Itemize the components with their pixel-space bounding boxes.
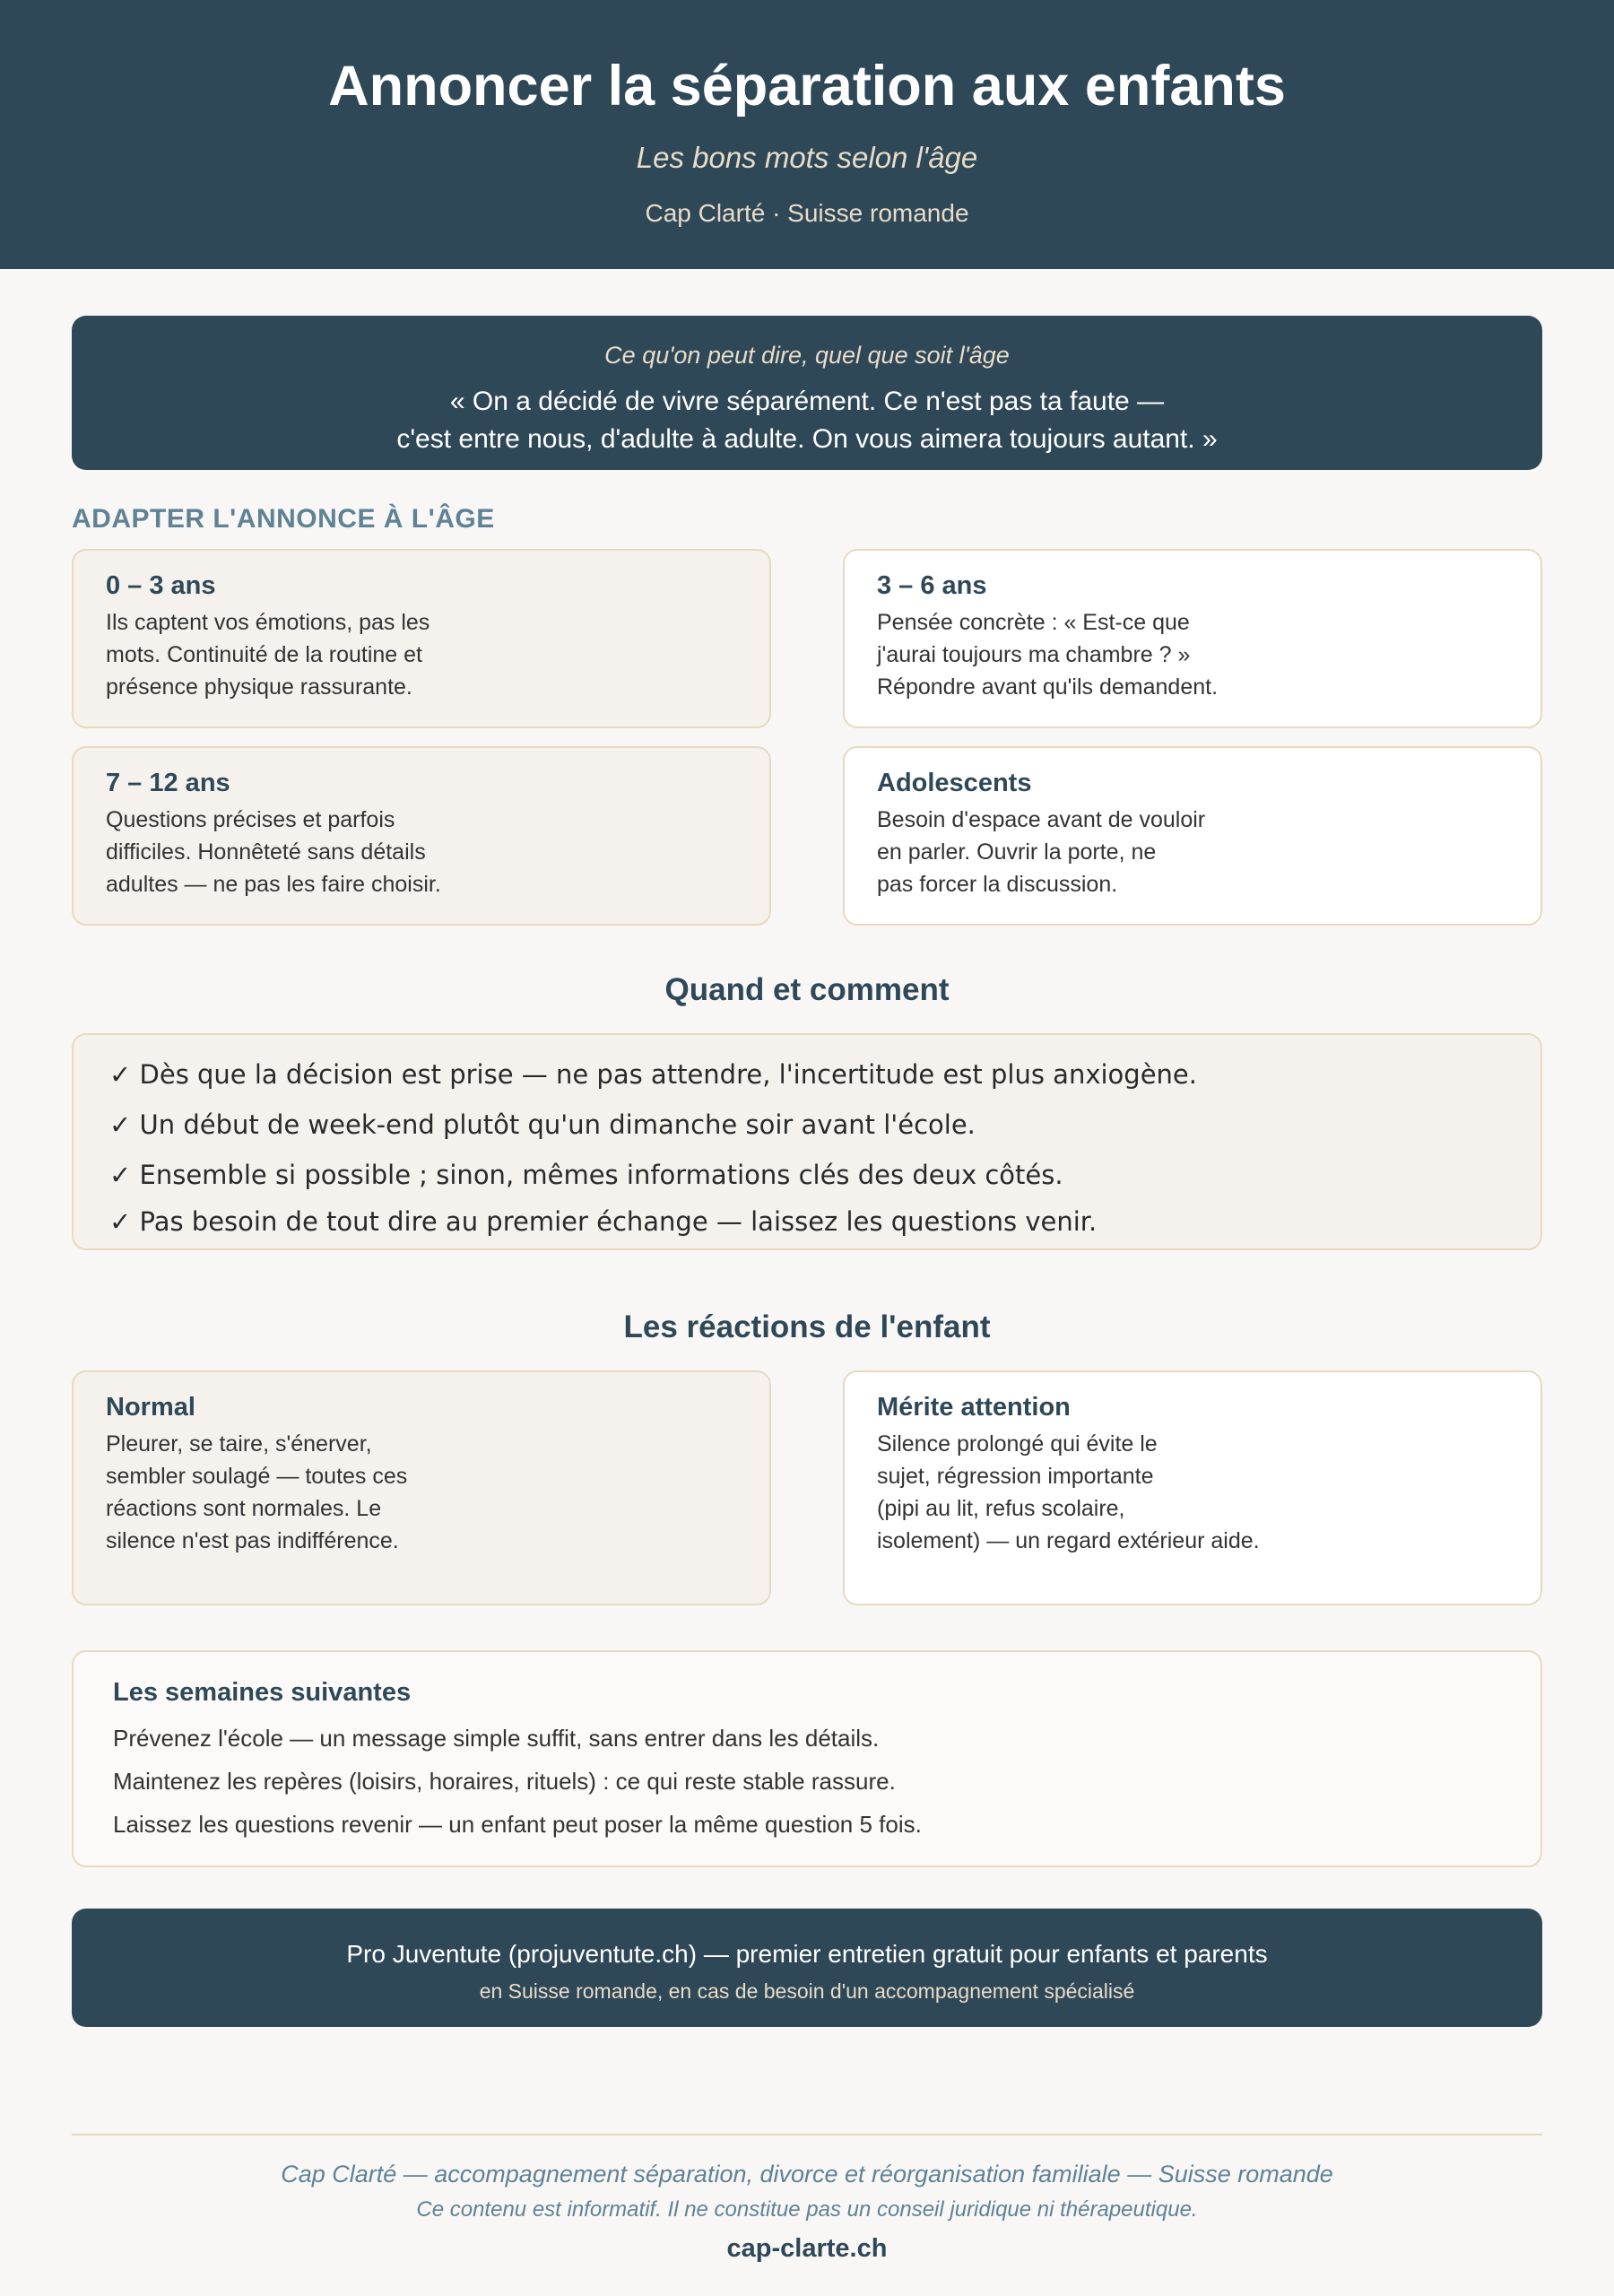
footer-website: cap-clarte.ch (726, 2234, 888, 2263)
age-card-text: pas forcer la discussion. (877, 872, 1118, 897)
reaction-card-text: sujet, régression importante (877, 1464, 1154, 1489)
age-card-text: difficiles. Honnêteté sans détails (106, 839, 426, 865)
reactions-heading: Les réactions de l'enfant (623, 1309, 991, 1344)
checklist-item: ✓ Un début de week-end plutôt qu'un dimanche soir avant l'école. (109, 1109, 976, 1140)
age-card-text: adultes — ne pas les faire choisir. (106, 872, 441, 897)
age-card-title: 0 – 3 ans (106, 571, 216, 600)
contact-box (72, 1909, 1542, 2027)
reaction-card-text: Pleurer, se taire, s'énerver, (106, 1431, 372, 1457)
reaction-card-normal (72, 1370, 771, 1605)
age-card-text: Ils captent vos émotions, pas les (106, 610, 430, 635)
checklist-item: ✓ Dès que la décision est prise — ne pas attendre, l'incertitude est plus anxiogène. (109, 1059, 1197, 1090)
when-how-checklist (72, 1033, 1542, 1250)
age-card-text: présence physique rassurante. (106, 674, 412, 700)
age-card-text: j'aurai toujours ma chambre ? » (877, 642, 1191, 667)
key-message-intro: Ce qu'on peut dire, quel que soit l'âge (604, 342, 1010, 369)
reaction-card-attention (843, 1370, 1542, 1605)
reaction-card-text: sembler soulagé — toutes ces (106, 1464, 408, 1489)
organization-name: Cap Clarté · Suisse romande (645, 199, 969, 227)
reaction-card-text: (pipi au lit, refus scolaire, (877, 1496, 1125, 1521)
age-card-adolescents (843, 746, 1542, 926)
age-card-text: en parler. Ouvrir la porte, ne (877, 839, 1157, 865)
reaction-card-text: Silence prolongé qui évite le (877, 1431, 1158, 1457)
checklist-item: ✓ Ensemble si possible ; sinon, mêmes informations clés des deux côtés. (109, 1160, 1063, 1190)
age-card-text: Questions précises et parfois (106, 807, 395, 832)
following-weeks-item: Prévenez l'école — un message simple suffit, sans entrer dans les détails. (113, 1725, 880, 1752)
age-section-label: ADAPTER L'ANNONCE À L'ÂGE (72, 504, 495, 534)
following-weeks-item: Laissez les questions revenir — un enfant peut poser la même question 5 fois. (113, 1811, 922, 1838)
footer-disclaimer: Ce contenu est informatif. Il ne constitue pas un conseil juridique ni thérapeutique. (416, 2197, 1198, 2222)
reaction-card-title: Mérite attention (877, 1393, 1071, 1422)
page-title: Annoncer la séparation aux enfants (328, 55, 1286, 117)
reaction-card-text: isolement) — un regard extérieur aide. (877, 1528, 1260, 1553)
page-subtitle: Les bons mots selon l'âge (636, 141, 978, 174)
age-card-text: mots. Continuité de la routine et (106, 642, 422, 667)
age-card-0-3 (72, 549, 771, 728)
footer-divider (72, 2134, 1542, 2135)
following-weeks-box (72, 1650, 1542, 1867)
when-how-heading: Quand et comment (664, 972, 950, 1007)
age-card-title: 3 – 6 ans (877, 571, 987, 600)
age-card-title: 7 – 12 ans (106, 769, 230, 797)
age-card-3-6 (843, 549, 1542, 728)
reaction-card-text: réactions sont normales. Le (106, 1496, 382, 1521)
footer-description: Cap Clarté — accompagnement séparation, divorce et réorganisation familiale — Suisse romande (281, 2161, 1333, 2187)
age-card-title: Adolescents (877, 769, 1032, 797)
age-card-7-12 (72, 746, 771, 926)
page-header (0, 0, 1614, 269)
following-weeks-title: Les semaines suivantes (113, 1678, 412, 1707)
following-weeks-item: Maintenez les repères (loisirs, horaires, rituels) : ce qui reste stable rassure. (113, 1768, 896, 1795)
age-card-text: Besoin d'espace avant de vouloir (877, 807, 1206, 832)
key-message-line: c'est entre nous, d'adulte à adulte. On vous aimera toujours autant. » (396, 424, 1218, 454)
contact-main: Pro Juventute (projuventute.ch) — premier entretien gratuit pour enfants et parents (346, 1940, 1268, 1968)
key-message-line: « On a décidé de vivre séparément. Ce n'est pas ta faute — (449, 387, 1165, 416)
reaction-card-title: Normal (106, 1393, 195, 1422)
reaction-card-text: silence n'est pas indifférence. (106, 1528, 399, 1553)
key-message-box (72, 316, 1542, 470)
age-card-text: Répondre avant qu'ils demandent. (877, 674, 1219, 700)
contact-sub: en Suisse romande, en cas de besoin d'un accompagnement spécialisé (479, 1979, 1135, 2003)
checklist-item: ✓ Pas besoin de tout dire au premier échange — laissez les questions venir. (109, 1206, 1098, 1237)
age-card-text: Pensée concrète : « Est-ce que (877, 610, 1190, 635)
